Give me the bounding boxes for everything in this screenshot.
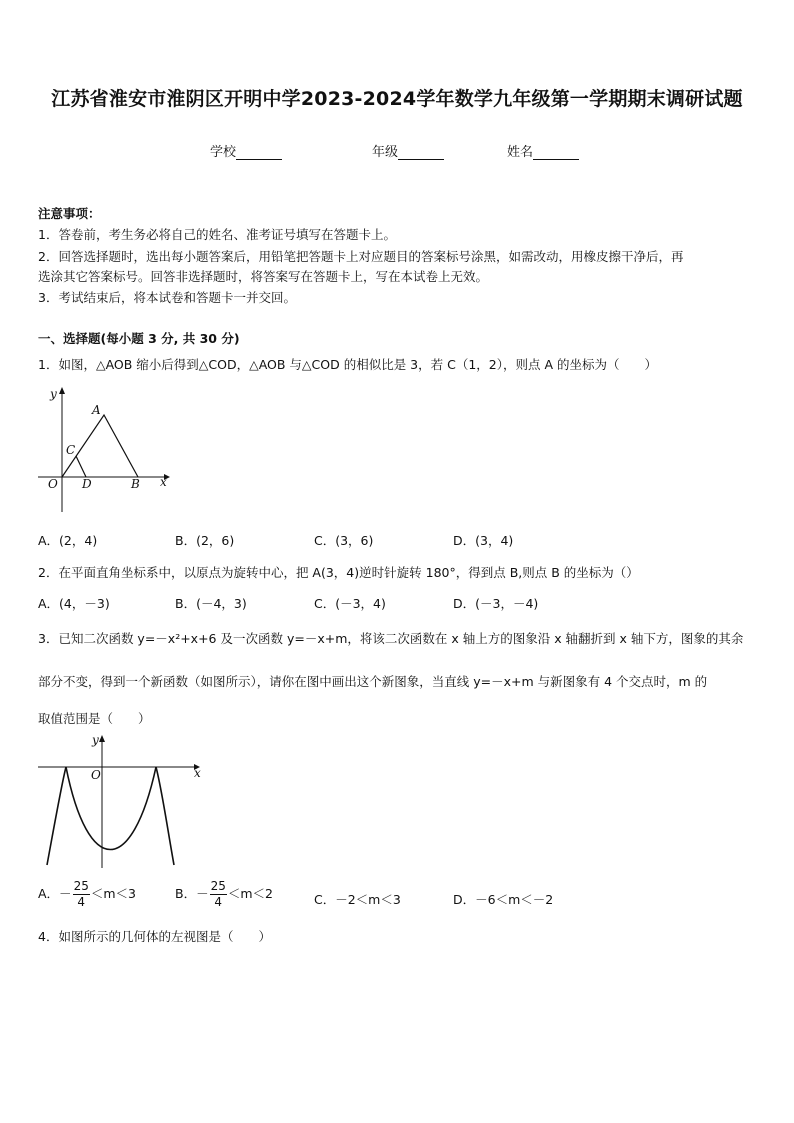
question-3-line-1: 3．已知二次函数 y=－x²+x+6 及一次函数 y=－x+m，将该二次函数在 x 轴上方的图象沿 x 轴翻折到 x 轴下方，图象的其余 <box>38 631 744 646</box>
point-d-label: D <box>82 477 92 491</box>
q3-option-c: C．－2＜m＜3 <box>314 892 401 907</box>
page-title: 江苏省淮安市淮阴区开明中学2023-2024学年数学九年级第一学期期末调研试题 <box>51 88 743 110</box>
name-blank <box>533 145 579 160</box>
name-field <box>507 141 579 160</box>
name-label: 姓名 <box>507 145 534 160</box>
q2-option-d: D．(－3，－4) <box>453 596 539 611</box>
q2-option-b: B．(－4，3) <box>175 596 247 611</box>
q3-option-b <box>175 879 273 910</box>
q2-option-a: A．(4，－3) <box>38 596 110 611</box>
note-2a: 2．回答选择题时，选出每小题答案后，用铅笔把答题卡上对应题目的答案标号涂黑，如需改动，用橡皮擦干净后，再 <box>38 249 684 264</box>
q1-x-label: x <box>160 475 167 489</box>
q3-figure <box>36 732 208 872</box>
q3-option-a-fraction <box>73 879 90 910</box>
q1-option-c: C．(3，6) <box>314 533 374 548</box>
q3-option-a-numerator: 25 <box>73 879 89 893</box>
question-1-text: 1．如图，△AOB 缩小后得到△COD，△AOB 与△COD 的相似比是 3，若 C（1，2），则点 A 的坐标为（ ） <box>38 357 657 372</box>
q2-option-c: C．(－3，4) <box>314 596 386 611</box>
q3-y-label: y <box>92 733 99 747</box>
point-c-label: C <box>66 443 76 457</box>
question-3-line-2: 部分不变，得到一个新函数（如图所示），请你在图中画出这个新图象，当直线 y=－x+m 与新图象有 4 个交点时，m 的 <box>38 674 708 689</box>
notes-heading: 注意事项： <box>38 206 101 221</box>
q1-option-b: B．(2，6) <box>175 533 235 548</box>
folded-parabola-curve <box>47 767 174 865</box>
note-1: 1．答卷前，考生务必将自己的姓名、准考证号填写在答题卡上。 <box>38 227 396 242</box>
q3-option-b-numerator: 25 <box>210 879 226 893</box>
q3-option-a-suffix: ＜m＜3 <box>90 886 136 901</box>
note-3: 3．考试结束后，将本试卷和答题卡一并交回。 <box>38 290 296 305</box>
q3-origin-label: O <box>91 768 101 782</box>
q3-option-b-fraction <box>210 879 227 910</box>
grade-label: 年级 <box>372 145 399 160</box>
q1-option-d: D．(3，4) <box>453 533 514 548</box>
q3-option-a-prefix: A．－ <box>38 886 72 901</box>
note-2b: 选涂其它答案标号。回答非选择题时，将答案写在答题卡上，写在本试卷上无效。 <box>38 269 489 284</box>
q3-y-arrow <box>99 735 105 742</box>
q3-option-b-suffix: ＜m＜2 <box>227 886 273 901</box>
q1-figure <box>38 382 178 514</box>
point-a-label: A <box>92 403 101 417</box>
point-b-label: B <box>131 477 140 491</box>
school-label: 学校 <box>210 145 237 160</box>
school-field <box>210 141 282 160</box>
q3-option-a <box>38 879 136 910</box>
q3-option-a-denominator: 4 <box>77 895 86 909</box>
q3-option-b-denominator: 4 <box>214 895 223 909</box>
triangle-cod <box>76 456 86 477</box>
question-3-line-3: 取值范围是（ ） <box>38 711 151 726</box>
q3-option-b-prefix: B．－ <box>175 886 209 901</box>
q3-x-label: x <box>194 766 201 780</box>
grade-field <box>372 141 444 160</box>
q1-y-arrow <box>59 387 65 394</box>
school-blank <box>236 145 282 160</box>
question-4-text: 4．如图所示的几何体的左视图是（ ） <box>38 929 271 944</box>
q1-y-label: y <box>50 387 57 401</box>
question-2-text: 2．在平面直角坐标系中，以原点为旋转中心，把 A(3，4)逆时针旋转 180°，得到点 B,则点 B 的坐标为（） <box>38 565 639 580</box>
section-heading: 一、选择题(每小题 3 分, 共 30 分) <box>38 331 240 346</box>
q1-origin-label: O <box>48 477 58 491</box>
grade-blank <box>398 145 444 160</box>
q1-option-a: A．(2，4) <box>38 533 98 548</box>
q3-option-d: D．－6＜m＜－2 <box>453 892 554 907</box>
